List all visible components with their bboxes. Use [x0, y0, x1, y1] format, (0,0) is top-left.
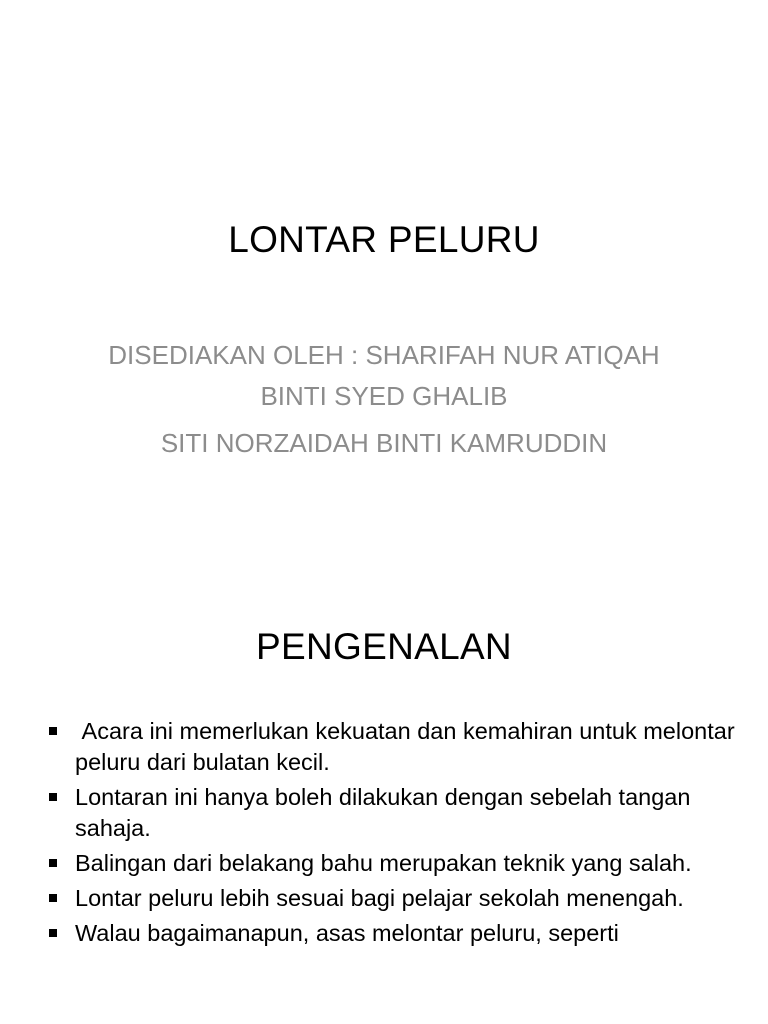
bullet-item — [45, 716, 742, 778]
intro-slide — [0, 576, 768, 1024]
bullet-item — [45, 782, 735, 844]
bullet-text: Lontar peluru lebih sesuai bagi pelajar sekolah menengah. — [75, 885, 684, 911]
square-bullet-icon — [49, 894, 57, 902]
square-bullet-icon — [49, 727, 57, 735]
bullet-text: Balingan dari belakang bahu merupakan teknik yang salah. — [75, 850, 692, 876]
bullet-list — [45, 716, 742, 953]
section-title: PENGENALAN — [256, 626, 512, 667]
slide-subtitle — [90, 335, 678, 464]
bullet-item — [45, 883, 735, 914]
author-line-1: DISEDIAKAN OLEH : SHARIFAH NUR ATIQAH BINTI SYED GHALIB — [108, 340, 660, 411]
bullet-text: Walau bagaimanapun, asas melontar peluru, seperti — [75, 920, 619, 946]
bullet-item — [45, 918, 735, 949]
author-line-2: SITI NORZAIDAH BINTI KAMRUDDIN — [160, 428, 608, 458]
bullet-text: Lontaran ini hanya boleh dilakukan dengan sebelah tangan sahaja. — [75, 784, 691, 841]
bullet-text: Acara ini memerlukan kekuatan dan kemahiran untuk melontar peluru dari bulatan kecil. — [75, 718, 742, 775]
square-bullet-icon — [49, 793, 57, 801]
square-bullet-icon — [49, 929, 57, 937]
square-bullet-icon — [49, 859, 57, 867]
slide-title: LONTAR PELURU — [228, 219, 540, 260]
bullet-item — [45, 848, 735, 879]
